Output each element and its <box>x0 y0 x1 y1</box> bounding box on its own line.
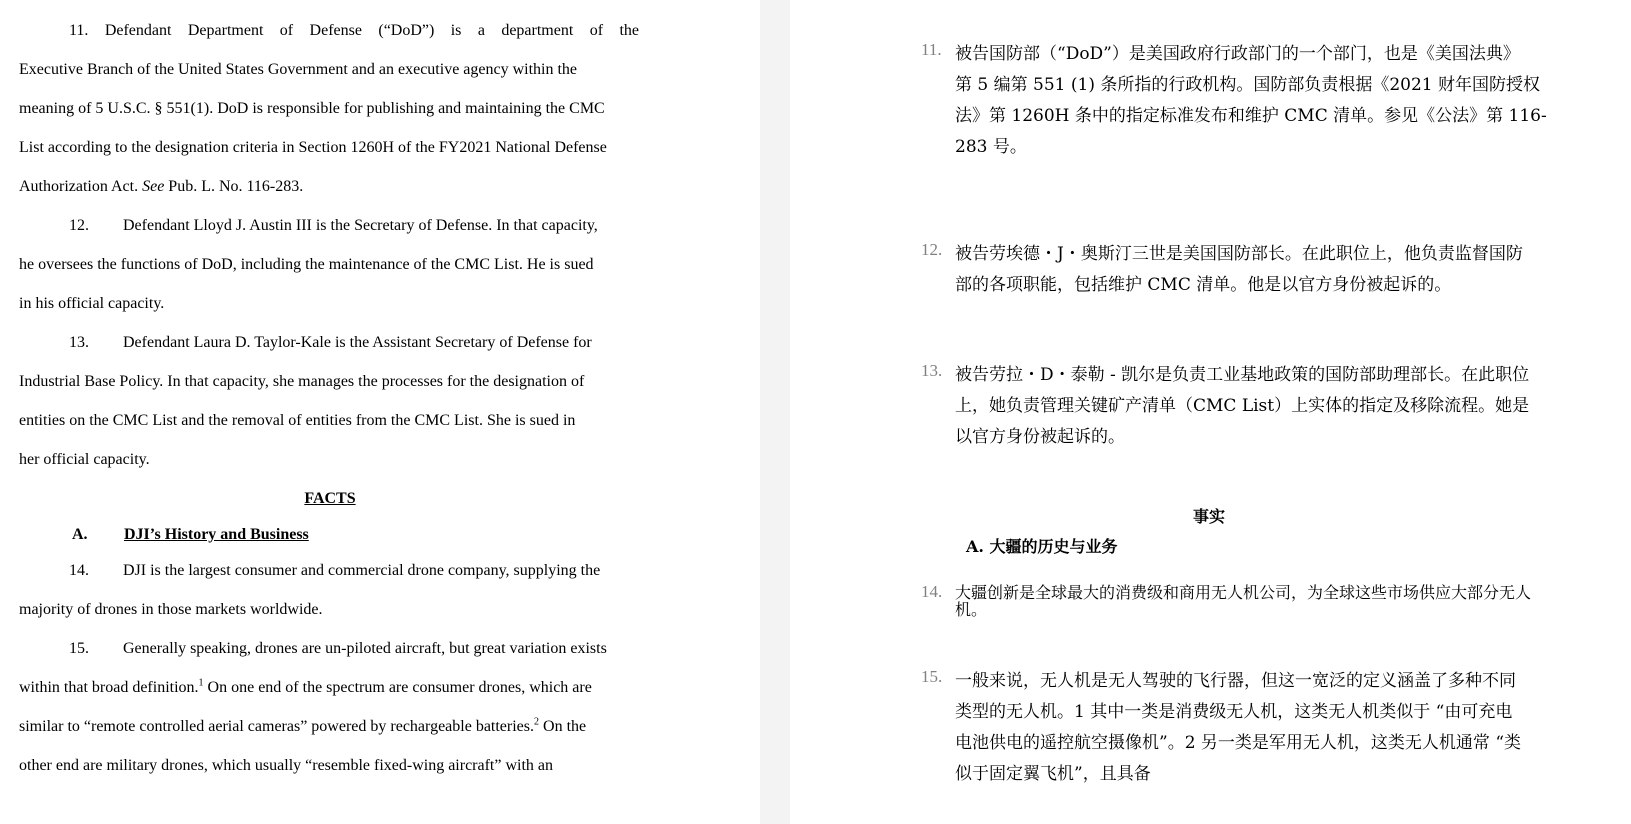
paragraph-15-line-4: other end are military drones, which usually “resemble fixed-wing aircraft” with an <box>19 757 554 774</box>
word: the <box>619 22 639 39</box>
facts-heading: FACTS <box>304 490 356 507</box>
zh-paragraph-15-line-3: 电池供电的遥控航空摄像机”。2 另一类是军用无人机，这类无人机通常 “类 <box>955 733 1522 753</box>
text: DJI is the largest consumer and commercial drone company, supplying the <box>123 562 601 579</box>
section-a-heading <box>72 526 309 544</box>
word: (“DoD”) <box>378 22 435 39</box>
zh-paragraph-15-line-4: 似于固定翼飞机”，且具备 <box>955 764 1151 784</box>
paragraph-12-line-2: he oversees the functions of DoD, including the maintenance of the CMC List. He is sued <box>19 256 594 273</box>
zh-paragraph-11-line-2: 第 5 编第 551 (1) 条所指的行政机构。国防部负责根据《2021 财年国防授权 <box>955 75 1541 95</box>
text: On the <box>539 718 587 735</box>
paragraph-14-line-2: majority of drones in those markets worldwide. <box>19 601 323 618</box>
paragraph-number: 14. <box>921 582 943 601</box>
zh-paragraph-12-line-2: 部的各项职能，包括维护 CMC 清单。他是以官方身份被起诉的。 <box>955 275 1452 295</box>
zh-paragraph-14-line-2: 机。 <box>955 600 988 619</box>
word: of <box>589 22 604 39</box>
paragraph-11-line-5 <box>19 178 639 196</box>
text: within that broad definition. <box>19 679 199 696</box>
zh-paragraph-13-line-1: 被告劳拉・D・泰勒 - 凯尔是负责工业基地政策的国防部助理部长。在此职位 <box>955 365 1530 385</box>
paragraph-12-line-3: in his official capacity. <box>19 295 165 312</box>
zh-paragraph-13-line-2: 上，她负责管理关键矿产清单（CMC List）上实体的指定及移除流程。她是 <box>955 396 1530 416</box>
paragraph-15-line-2 <box>19 679 639 697</box>
zh-paragraph-11-line-1: 被告国防部（“DoD”）是美国政府行政部门的一个部门，也是《美国法典》 <box>955 44 1520 64</box>
paragraph-11-line-2: Executive Branch of the United States Government and an executive agency within the <box>19 61 578 78</box>
text: similar to “remote controlled aerial cameras” powered by rechargeable batteries. <box>19 718 535 735</box>
word: Department <box>187 22 264 39</box>
zh-paragraph-15-line-1: 一般来说，无人机是无人驾驶的飞行器，但这一宽泛的定义涵盖了多种不同 <box>955 671 1516 691</box>
paragraph-13-line-4: her official capacity. <box>19 451 150 468</box>
paragraph-number: 15. <box>69 640 89 657</box>
footnote-ref-2[interactable]: 2 <box>534 716 540 728</box>
section-letter: A. <box>72 526 88 543</box>
word: a <box>477 22 485 39</box>
paragraph-13-line-2: Industrial Base Policy. In that capacity, she manages the processes for the designation of <box>19 373 585 390</box>
text: Authorization Act. <box>19 178 143 195</box>
paragraph-number: 11. <box>69 22 89 39</box>
zh-section-a-heading: A. 大疆的历史与业务 <box>966 537 1118 556</box>
citation-signal: See <box>142 178 165 195</box>
text: Generally speaking, drones are un-piloted aircraft, but great variation exists <box>123 640 607 657</box>
footnote-ref-1[interactable]: 1 <box>198 677 204 689</box>
paragraph-11-line-4: List according to the designation criteria in Section 1260H of the FY2021 National Defense <box>19 139 607 156</box>
zh-paragraph-11-line-4: 283 号。 <box>955 137 1027 157</box>
text: On one end of the spectrum are consumer drones, which are <box>203 679 592 696</box>
paragraph-number: 11. <box>921 40 942 59</box>
zh-paragraph-11-line-3: 法》第 1260H 条中的指定标准发布和维护 CMC 清单。参见《公法》第 116- <box>955 106 1547 126</box>
word: Defendant <box>104 22 172 39</box>
word: department <box>501 22 574 39</box>
word: Defense <box>309 22 362 39</box>
section-title: DJI’s History and Business <box>124 526 309 543</box>
zh-paragraph-14-line-1: 大疆创新是全球最大的消费级和商用无人机公司，为全球这些市场供应大部分无人 <box>955 583 1532 602</box>
text: Defendant Laura D. Taylor-Kale is the Assistant Secretary of Defense for <box>123 334 592 351</box>
zh-facts-heading: 事实 <box>1193 507 1226 526</box>
text: Pub. L. No. 116-283. <box>164 178 304 195</box>
paragraph-number: 12. <box>921 240 943 259</box>
paragraph-11-line-1 <box>19 22 639 40</box>
zh-paragraph-15-line-2: 类型的无人机。1 其中一类是消费级无人机，这类无人机类似于 “由可充电 <box>955 702 1513 722</box>
word: of <box>279 22 294 39</box>
paragraph-number: 14. <box>69 562 89 579</box>
paragraph-12-line-1 <box>19 217 689 235</box>
paragraph-15-line-1 <box>19 640 689 658</box>
paragraph-number: 15. <box>921 667 943 686</box>
word: is <box>450 22 462 39</box>
text: Defendant Lloyd J. Austin III is the Secretary of Defense. In that capacity, <box>123 217 598 234</box>
paragraph-number: 13. <box>69 334 89 351</box>
paragraph-15-line-3 <box>19 718 639 736</box>
paragraph-number: 13. <box>921 361 943 380</box>
zh-paragraph-13-line-3: 以官方身份被起诉的。 <box>955 427 1125 447</box>
paragraph-13-line-3: entities on the CMC List and the removal of entities from the CMC List. She is sued in <box>19 412 576 429</box>
paragraph-13-line-1 <box>19 334 689 352</box>
paragraph-number: 12. <box>69 217 89 234</box>
paragraph-11-line-3: meaning of 5 U.S.C. § 551(1). DoD is responsible for publishing and maintaining the CMC <box>19 100 605 117</box>
paragraph-14-line-1 <box>19 562 689 580</box>
zh-paragraph-12-line-1: 被告劳埃德・J・奥斯汀三世是美国国防部长。在此职位上，他负责监督国防 <box>955 244 1523 264</box>
